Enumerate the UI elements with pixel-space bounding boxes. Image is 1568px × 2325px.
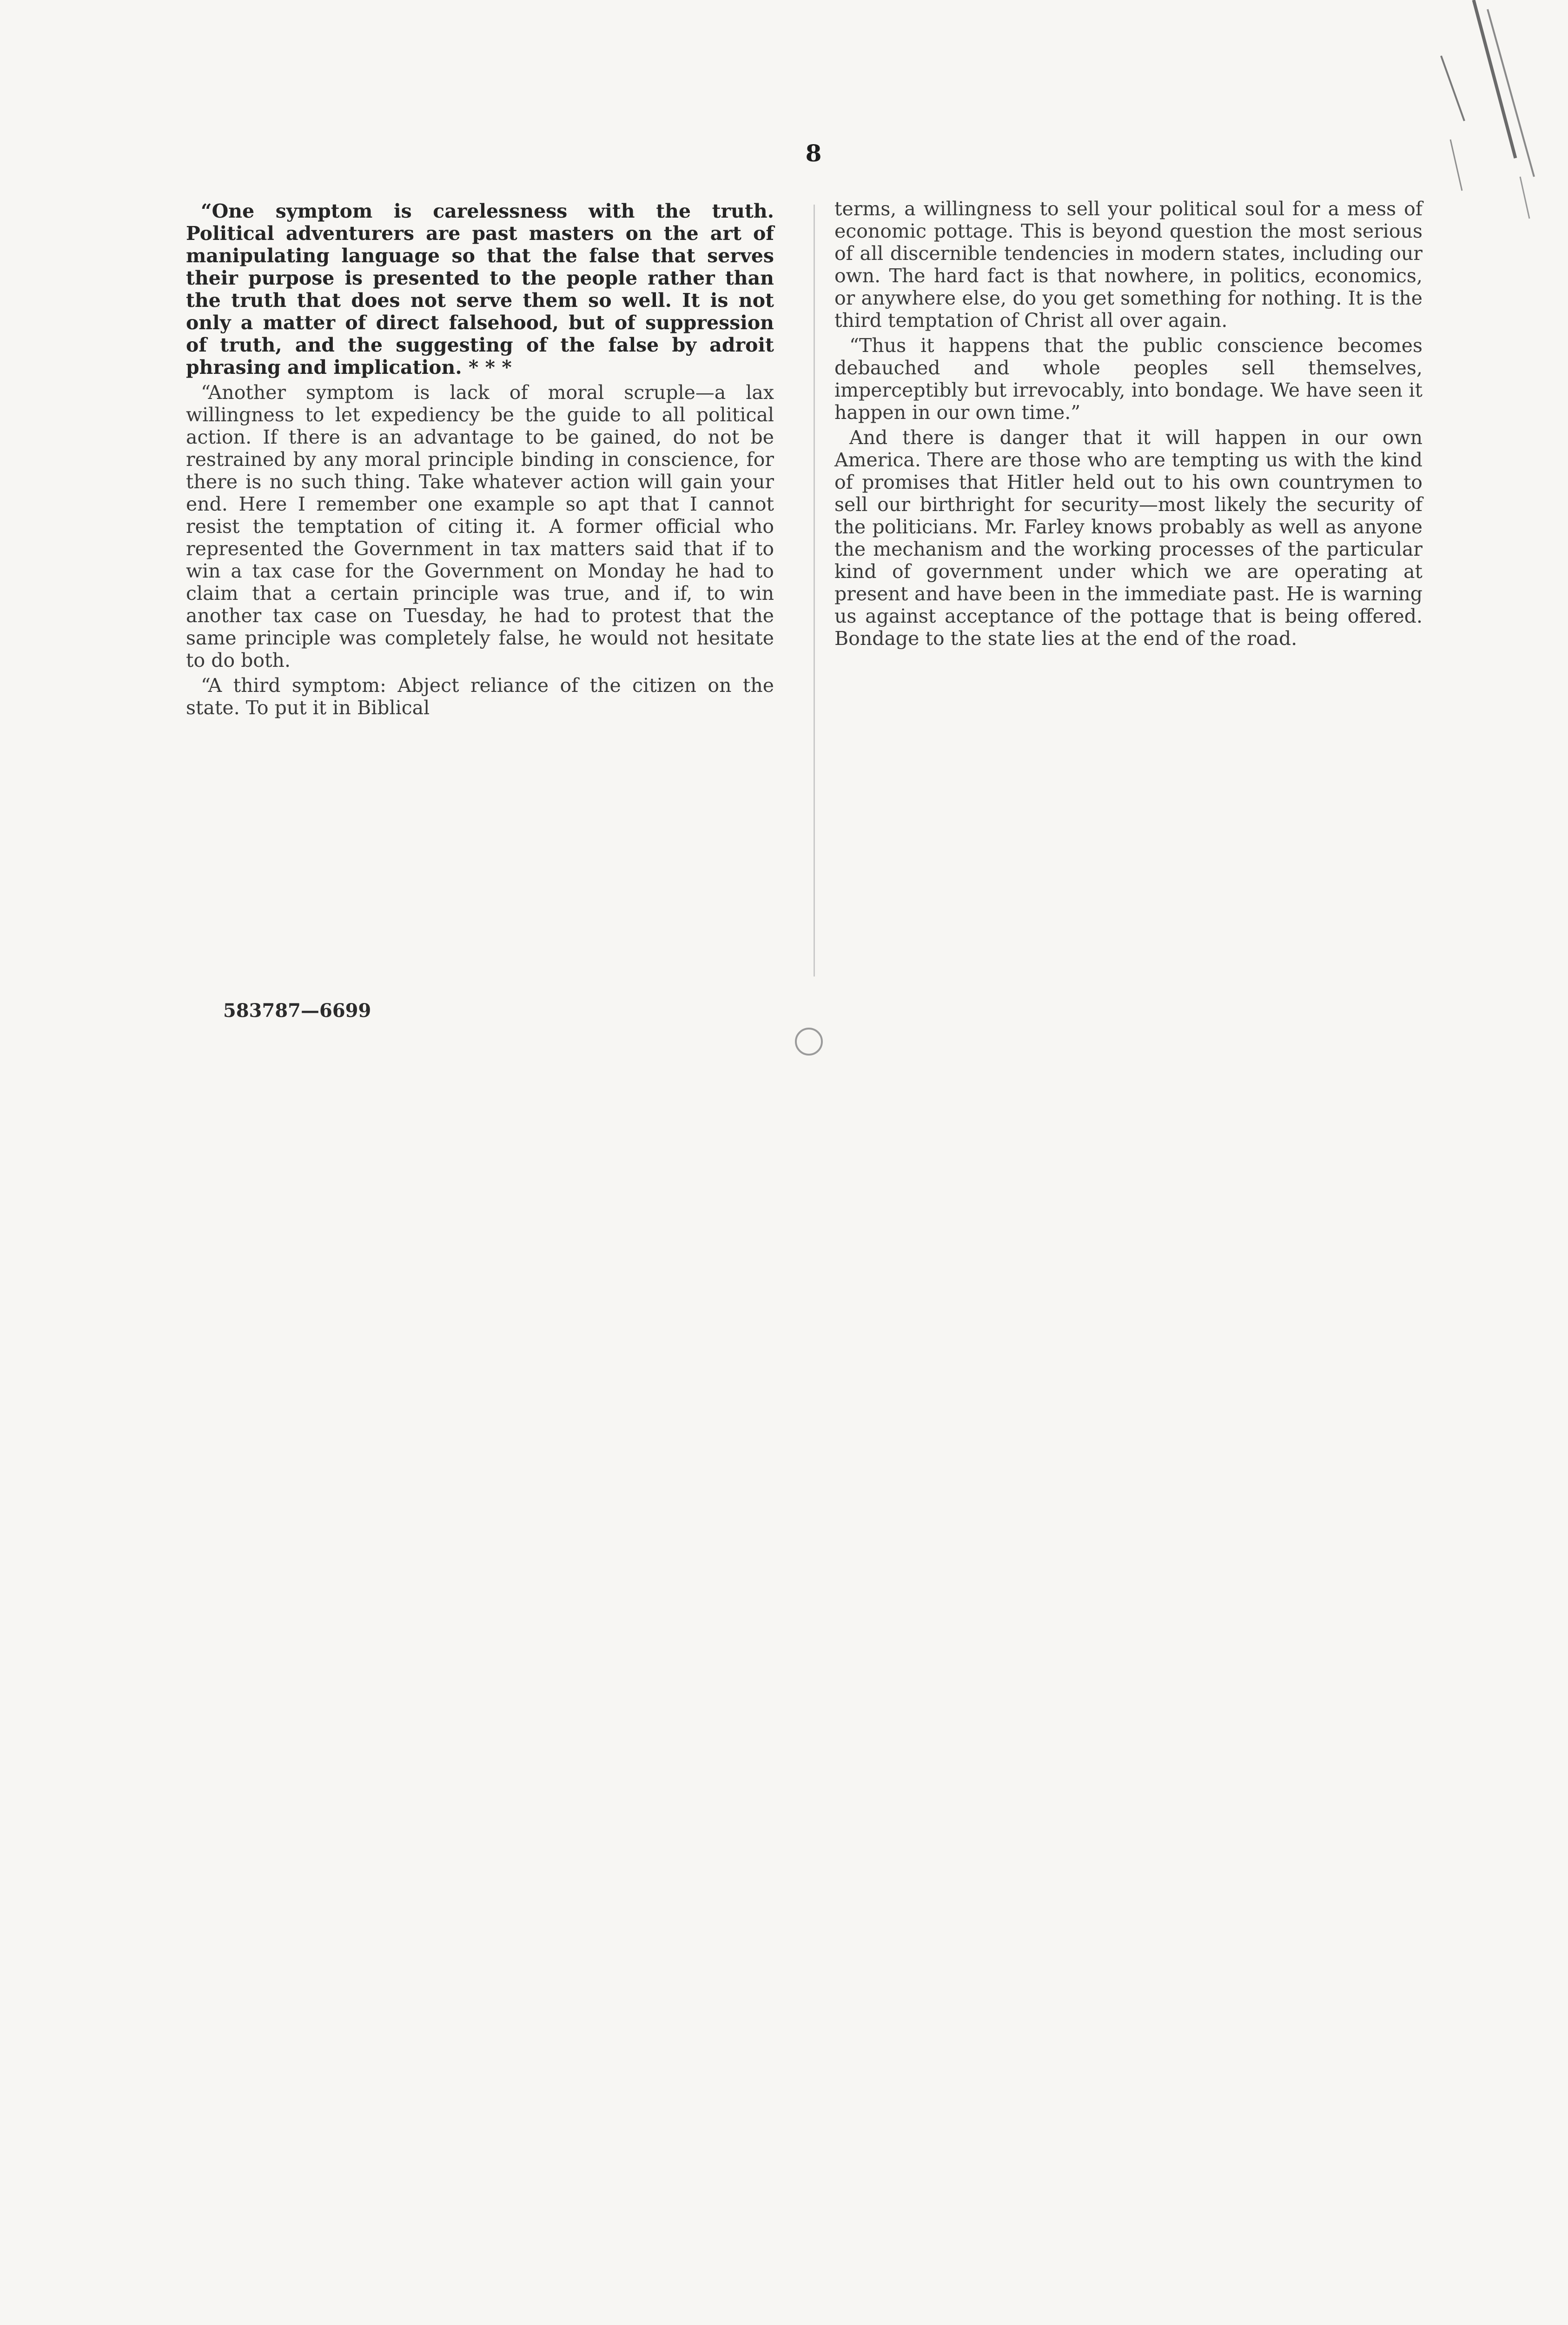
left-column — [186, 200, 774, 722]
paragraph-third-symptom-start: “A third symptom: Abject reliance of the citizen on the state. To put it in Biblical — [186, 674, 774, 719]
paragraph-moral-scruple: “Another symptom is lack of moral scruple—a lax willingness to let expediency be the guide to all political action. If there is an advantage to be gained, do not be restrained by any moral principle binding in conscience, for there is no such thing. Take whatever action will gain your end. Here I remember one example so apt that I cannot resist the temptation of citing it. A former official who represented the Government in tax matters said that if to win a tax case for the Government on Monday he had to claim that a certain principle was true, and if, to win another tax case on Tuesday, he had to protest that the same principle was completely false, he would not hesitate to do both. — [186, 381, 774, 671]
paragraph-danger-america: And there is danger that it will happen in our own America. There are those who are tempting us with the kind of promises that Hitler held out to his own countrymen to sell our birthright for security—most likely the security of the politicians. Mr. Farley knows probably as well as anyone the mechanism and the working processes of the particular kind of government under which we are operating at present and have been in the immediate past. He is warning us against acceptance of the pottage that is being offered. Bondage to the state lies at the end of the road. — [834, 426, 1422, 650]
column-divider — [814, 205, 815, 976]
paragraph-public-conscience: “Thus it happens that the public conscience becomes debauched and whole peoples sell themselves, imperceptibly but irrevocably, into bondage. We have seen it happen in our own time.” — [834, 334, 1422, 424]
margin-scratch-marks — [1422, 0, 1562, 260]
print-code: 583787—6699 — [223, 1000, 371, 1022]
paragraph-carelessness: “One symptom is carelessness with the truth. Political adventurers are past masters on the art of manipulating language so that the false that serves their purpose is presented to the people rather than the truth that does not serve them so well. It is not only a matter of direct falsehood, but of suppression of truth, and the suggesting of the false by adroit phrasing and implication. * * * — [186, 200, 774, 379]
right-column — [834, 198, 1422, 652]
binding-hole-icon — [795, 1028, 823, 1056]
page-number: 8 — [805, 140, 822, 167]
paragraph-third-symptom-end: terms, a willingness to sell your political soul for a mess of economic pottage. This is beyond question the most serious of all discernible tendencies in modern states, including our own. The hard fact is that nowhere, in politics, economics, or anywhere else, do you get something for nothing. It is the third temptation of Christ all over again. — [834, 198, 1422, 332]
